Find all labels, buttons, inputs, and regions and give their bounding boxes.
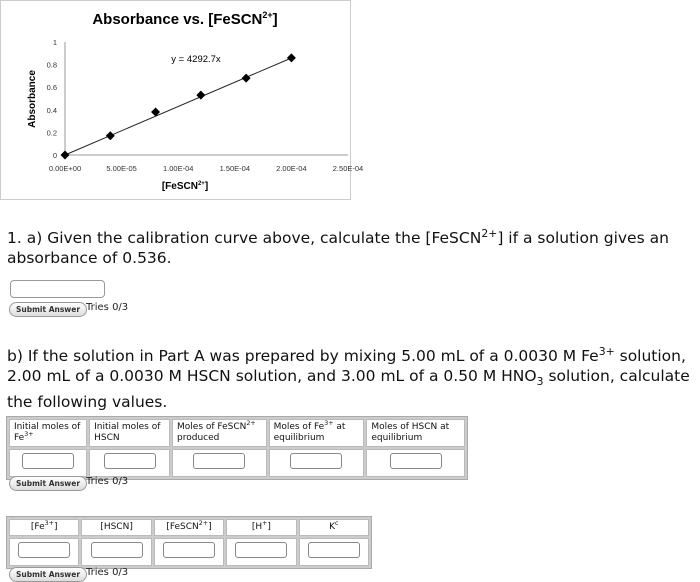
- answer-cell: [154, 538, 224, 566]
- calibration-chart: [0, 0, 364, 200]
- y-axis-label: Absorbance: [27, 70, 38, 128]
- y-tick-label: 0: [52, 151, 57, 160]
- answer-input[interactable]: [91, 542, 143, 558]
- submit-answer-button-conc[interactable]: Submit Answer: [9, 567, 87, 582]
- y-tick-label: 0.6: [46, 83, 57, 93]
- answer-input[interactable]: [193, 453, 245, 469]
- tries-moles: Tries 0/3: [86, 476, 129, 487]
- answer-cell: [81, 538, 151, 566]
- answer-cell: [269, 449, 365, 477]
- answer-cell: [89, 449, 170, 477]
- column-header: [HSCN]: [81, 519, 151, 536]
- chart-title: Absorbance vs. [FeSCN$^{2+}$]: [92, 10, 278, 28]
- column-header: Initial moles of $Fe^{3+}$: [9, 419, 87, 447]
- answer-cell: [172, 449, 267, 477]
- tries-1a: Tries 0/3: [86, 302, 129, 313]
- x-axis-label: [FeSCN$^{2+}$]: [161, 181, 209, 192]
- answer-input[interactable]: [390, 453, 442, 469]
- column-header: [H+]: [226, 519, 296, 536]
- x-tick-label: 1.00E-04: [162, 164, 194, 173]
- y-tick-label: 0.2: [46, 128, 57, 138]
- concentration-table: [6, 516, 372, 569]
- answer-input[interactable]: [235, 542, 287, 558]
- trendline-equation: y = 4292.7x: [171, 54, 221, 65]
- submit-answer-button-1a[interactable]: Submit Answer: [9, 302, 87, 317]
- answer-cell: [366, 449, 465, 477]
- column-header: Moles of FeSCN$^{2+}$ produced: [172, 419, 267, 447]
- column-header: [FeSCN$^{2+}$]: [154, 519, 224, 536]
- answer-input[interactable]: [308, 542, 360, 558]
- column-header: $[Fe^{3+}]$: [9, 519, 79, 536]
- y-tick-label: 1: [52, 38, 57, 47]
- answer-cell: [226, 538, 296, 566]
- submit-answer-button-moles[interactable]: Submit Answer: [9, 476, 87, 491]
- question-1a: 1. a) Given the calibration curve above, calculate the [FeSCN$^{2+}$] if a solution gives an absorbance of 0.536.: [7, 226, 669, 267]
- tries-conc: Tries 0/3: [86, 567, 129, 578]
- column-header: Moles of HSCN at equilibrium: [366, 419, 465, 447]
- answer-input[interactable]: [290, 453, 342, 469]
- answer-cell: [9, 449, 87, 477]
- x-tick-label: 1.50E-04: [219, 164, 251, 173]
- question-1b: b) If the solution in Part A was prepared by mixing 5.00 mL of a 0.0030 M $Fe^{3+}$ solution, 2.00 mL of a 0.0030 M HSCN solution, and 3.00 mL of a 0.50 M $HNO_3$ solution, calculate the following values.: [7, 344, 690, 412]
- column-header: $K^c$: [299, 519, 369, 536]
- answer-input[interactable]: [163, 542, 215, 558]
- answer-input-1a[interactable]: [10, 280, 105, 298]
- answer-input[interactable]: [18, 542, 70, 558]
- column-header: Moles of $Fe^{3+}$ at equilibrium: [269, 419, 365, 447]
- y-tick-label: 0.4: [46, 105, 57, 115]
- x-tick-label: 5.00E-05: [106, 164, 137, 173]
- answer-input[interactable]: [104, 453, 156, 469]
- answer-cell: [299, 538, 369, 566]
- y-tick-label: 0.8: [46, 60, 57, 70]
- x-tick-label: 0.00E+00: [48, 164, 82, 173]
- column-header: Initial moles of HSCN: [89, 419, 170, 447]
- x-tick-label: 2.50E-04: [332, 164, 364, 173]
- moles-table: [6, 416, 468, 480]
- answer-input[interactable]: [22, 453, 74, 469]
- x-tick-label: 2.00E-04: [276, 164, 307, 173]
- answer-cell: [9, 538, 79, 566]
